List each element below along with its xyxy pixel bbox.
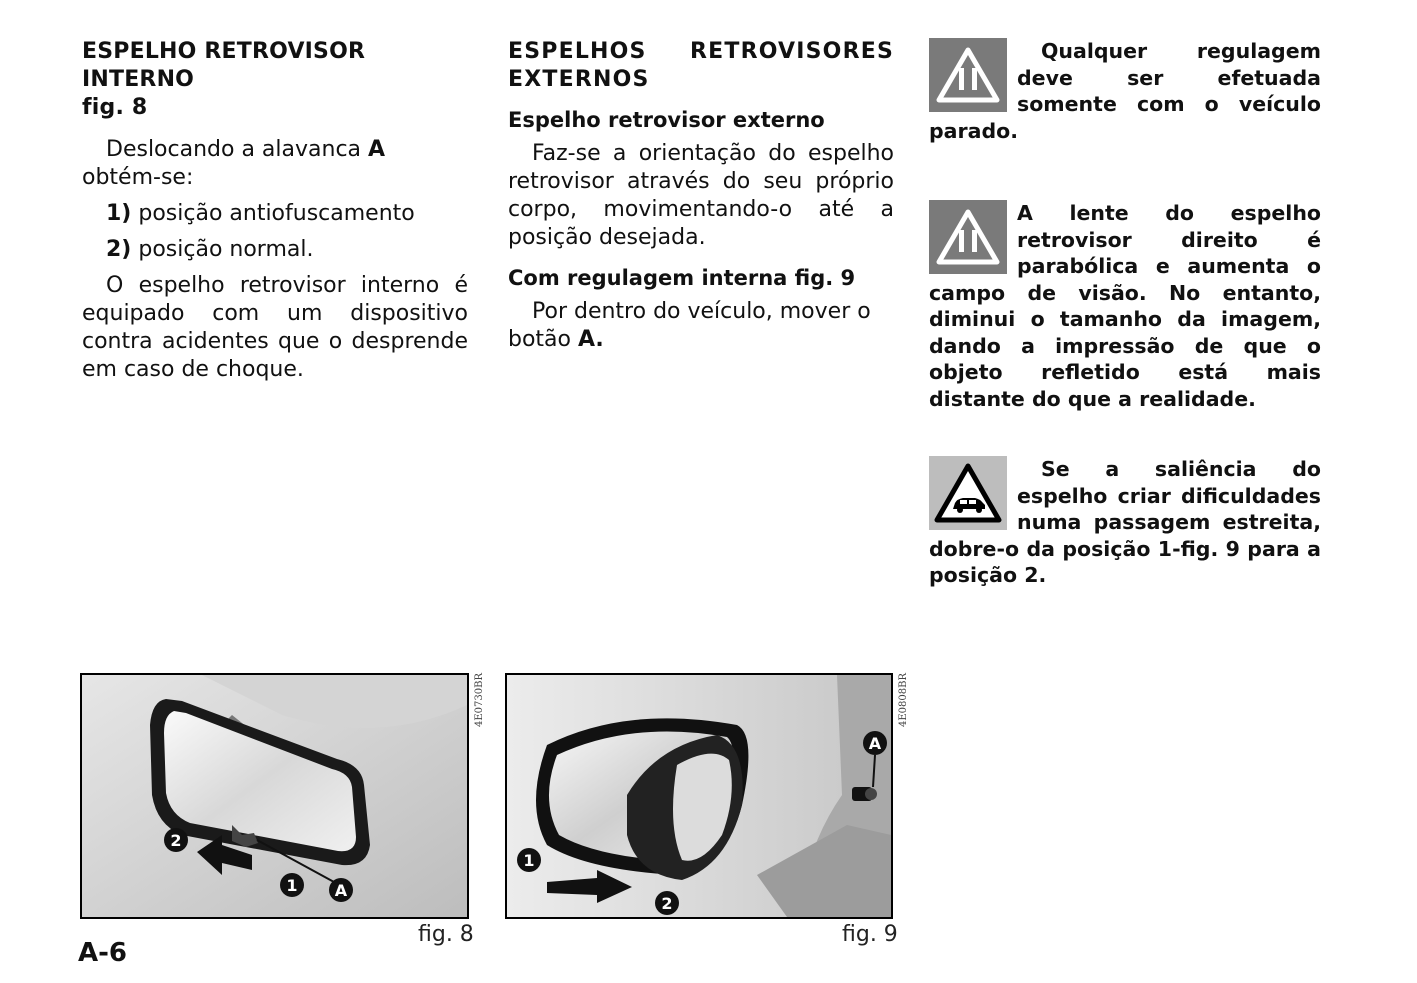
intro-text: Deslocando a alavanca	[106, 137, 369, 162]
warning-block	[929, 200, 1321, 412]
column-external-mirrors	[508, 38, 894, 354]
callout-1: 1	[523, 851, 535, 870]
callout-A: A	[868, 734, 882, 753]
item-text: posição normal.	[131, 237, 314, 262]
body-paragraph: Faz-se a orientação do espelho retrovisor através do seu próprio corpo, movimentando-o até a posição desejada.	[508, 141, 894, 250]
button-label: A.	[578, 327, 604, 352]
column-warnings	[929, 38, 1321, 589]
callout-1: 1	[286, 876, 298, 895]
subsection-title: Espelho retrovisor externo	[508, 108, 825, 132]
figure-8-internal-mirror	[80, 673, 469, 919]
warning-triangle-icon	[929, 200, 1007, 274]
list-item	[82, 236, 468, 264]
figure-9-external-mirror	[505, 673, 893, 919]
warning-text: A lente do espelho retrovisor direito é parabólica e aumenta o campo de visão. No entanto, diminui o tamanho da imagem, dando a impressão de que o objeto refletido está mais distante do que a realidade.	[929, 201, 1321, 411]
warning-text-content: Se a saliência do espelho criar dificuldades numa passagem estreita, dobre-o da posição 1-fig. 9 para a posição 2.	[929, 457, 1321, 587]
item-number: 2)	[106, 237, 132, 262]
body-paragraph	[508, 298, 894, 354]
figure-code: 4E0808BR	[898, 673, 909, 727]
item-text: posição antiofuscamento	[131, 201, 415, 226]
warning-triangle-icon	[929, 38, 1007, 112]
item-number: 1)	[106, 201, 132, 226]
list-item	[82, 200, 468, 228]
section-title: ESPELHOS RETROVISORES EXTERNOS	[508, 39, 894, 92]
figure-code: 4E0730BR	[474, 673, 485, 727]
figure-caption: fig. 9	[842, 922, 898, 947]
warning-text-content: Qualquer regulagem deve ser efetuada somente com o veículo parado.	[929, 39, 1321, 143]
title-line-1: ESPELHO RETROVISOR INTERNO	[82, 39, 366, 92]
warning-block	[929, 38, 1321, 144]
lever-label: A	[368, 137, 386, 162]
car-caution-triangle-icon	[929, 456, 1007, 530]
callout-A: A	[334, 881, 348, 900]
figure-caption: fig. 8	[418, 922, 474, 947]
column-internal-mirror	[82, 38, 468, 384]
body-text: Por dentro do veículo, mover o botão	[508, 299, 871, 352]
callout-2: 2	[661, 894, 673, 913]
intro-paragraph	[82, 136, 468, 192]
warning-block	[929, 456, 1321, 589]
page-number: A-6	[78, 938, 128, 968]
callout-2: 2	[170, 831, 182, 850]
section-title	[82, 38, 468, 122]
intro-end: obtém-se:	[82, 165, 194, 190]
title-line-2: fig. 8	[82, 95, 148, 120]
subsection-title: Com regulagem interna fig. 9	[508, 266, 856, 290]
body-paragraph: O espelho retrovisor interno é equipado com um dispositivo contra acidentes que o desprende em caso de choque.	[82, 273, 468, 382]
